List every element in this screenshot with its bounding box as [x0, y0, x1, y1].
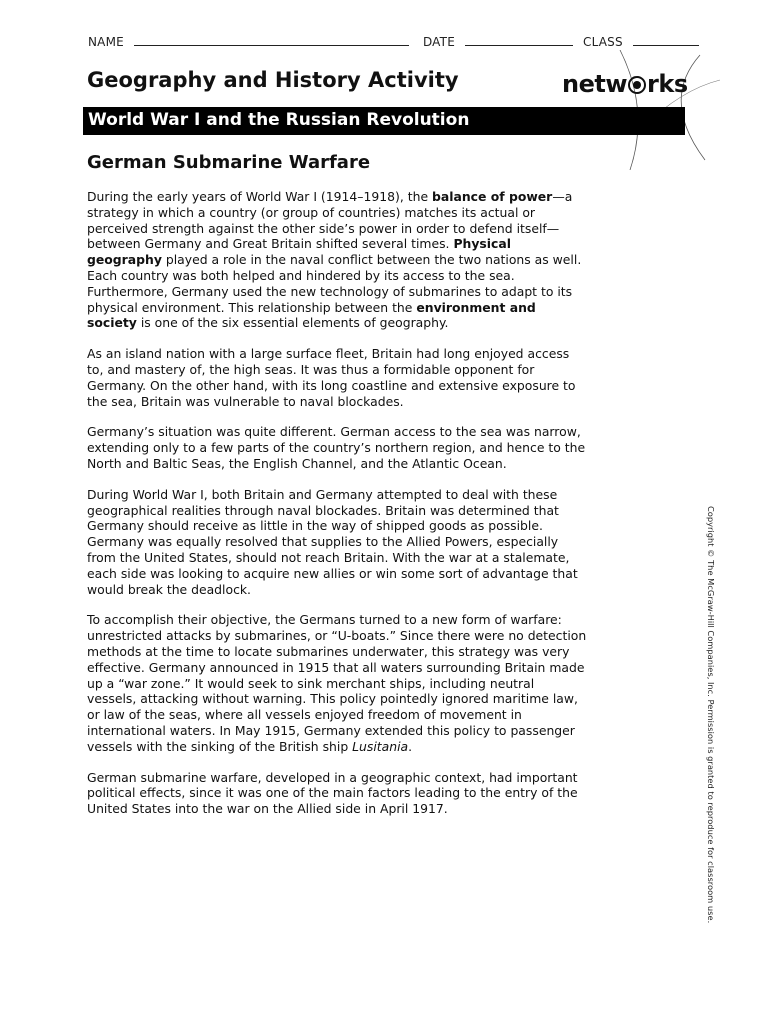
- paragraph-1: [87, 189, 587, 331]
- p1-text-3: played a role in the naval conflict between the two nations as well. Each country was both helped and hindered by its access to the sea. Furthermore, Germany used the new technology of submarines to adapt to its physical environment. This relationship between the: [87, 252, 582, 315]
- chapter-title: World War I and the Russian Revolution: [88, 110, 470, 130]
- paragraph-3: Germany’s situation was quite different. German access to the sea was narrow, extending only to a few parts of the country’s northern region, and hence to the North and Baltic Seas, the English Channel, and the Atlantic Ocean.: [87, 424, 586, 471]
- p5-text-2: .: [408, 738, 413, 754]
- networks-logo: [562, 70, 688, 98]
- class-label: CLASS: [583, 35, 623, 49]
- logo-o-icon: [627, 75, 647, 95]
- name-label: NAME: [88, 35, 124, 49]
- ship-name-lusitania: Lusitania: [352, 738, 409, 754]
- logo-text-prefix: netw: [562, 70, 628, 98]
- p1-text-2: —a strategy in which a country (or group of countries) matches its actual or perceived strength against the other side’s power in order to defend itself—between Germany and Great Britain shifted several times.: [87, 189, 573, 252]
- term-balance-of-power: balance of power: [432, 189, 553, 204]
- article-body: [87, 189, 587, 817]
- chapter-banner: [83, 107, 685, 135]
- name-blank[interactable]: [134, 34, 409, 46]
- p1-text-1: During the early years of World War I (1914–1918), the: [87, 189, 433, 204]
- logo-text-suffix: rks: [647, 70, 688, 98]
- page-title: Geography and History Activity: [87, 68, 459, 92]
- date-label: DATE: [422, 35, 455, 49]
- student-info-line: [88, 34, 683, 49]
- paragraph-4: During World War I, both Britain and Germany attempted to deal with these geographical realities through naval blockades. Britain was determined that Germany should receive as little in the way of shipped goods as possible. Germany was equally resolved that supplies to the Allied Powers, especially from the United States, should not reach Britain. With the war at a stalemate, each side was looking to acquire new allies or win some sort of advantage that would break the deadlock.: [87, 486, 578, 597]
- term-environment-and-society: environment and society: [87, 299, 536, 331]
- class-blank[interactable]: [633, 34, 699, 46]
- date-blank[interactable]: [465, 34, 573, 46]
- section-title: German Submarine Warfare: [87, 152, 371, 173]
- copyright-notice: Copyright © The McGraw-Hill Companies, Inc. Permission is granted to reproduce for classroom use.: [706, 506, 716, 924]
- p5-text-1: To accomplish their objective, the Germans turned to a new form of warfare: unrestricted attacks by submarines, or “U-boats.” Since there were no detection methods at the time to locate submarines underwater, this strategy was very effective. Germany announced in 1915 that all waters surrounding Britain made up a “war zone.” It would seek to sink merchant ships, including neutral vessels, attacking without warning. This policy pointedly ignored maritime law, or law of the seas, where all vessels enjoyed freedom of movement in international waters. In May 1915, Germany extended this policy to passenger vessels with the sinking of the British ship: [87, 612, 587, 754]
- p1-text-4: is one of the six essential elements of geography.: [136, 315, 449, 331]
- paragraph-5: [87, 612, 587, 754]
- term-physical-geography: Physical geography: [87, 236, 511, 268]
- paragraph-2: As an island nation with a large surface fleet, Britain had long enjoyed access to, and mastery of, the high seas. It was thus a formidable opponent for Germany. On the other hand, with its long coastline and extensive exposure to the sea, Britain was vulnerable to naval blockades.: [87, 346, 576, 409]
- paragraph-6: German submarine warfare, developed in a geographic context, had important political effects, since it was one of the main factors leading to the entry of the United States into the war on the Allied side in April 1917.: [87, 769, 578, 817]
